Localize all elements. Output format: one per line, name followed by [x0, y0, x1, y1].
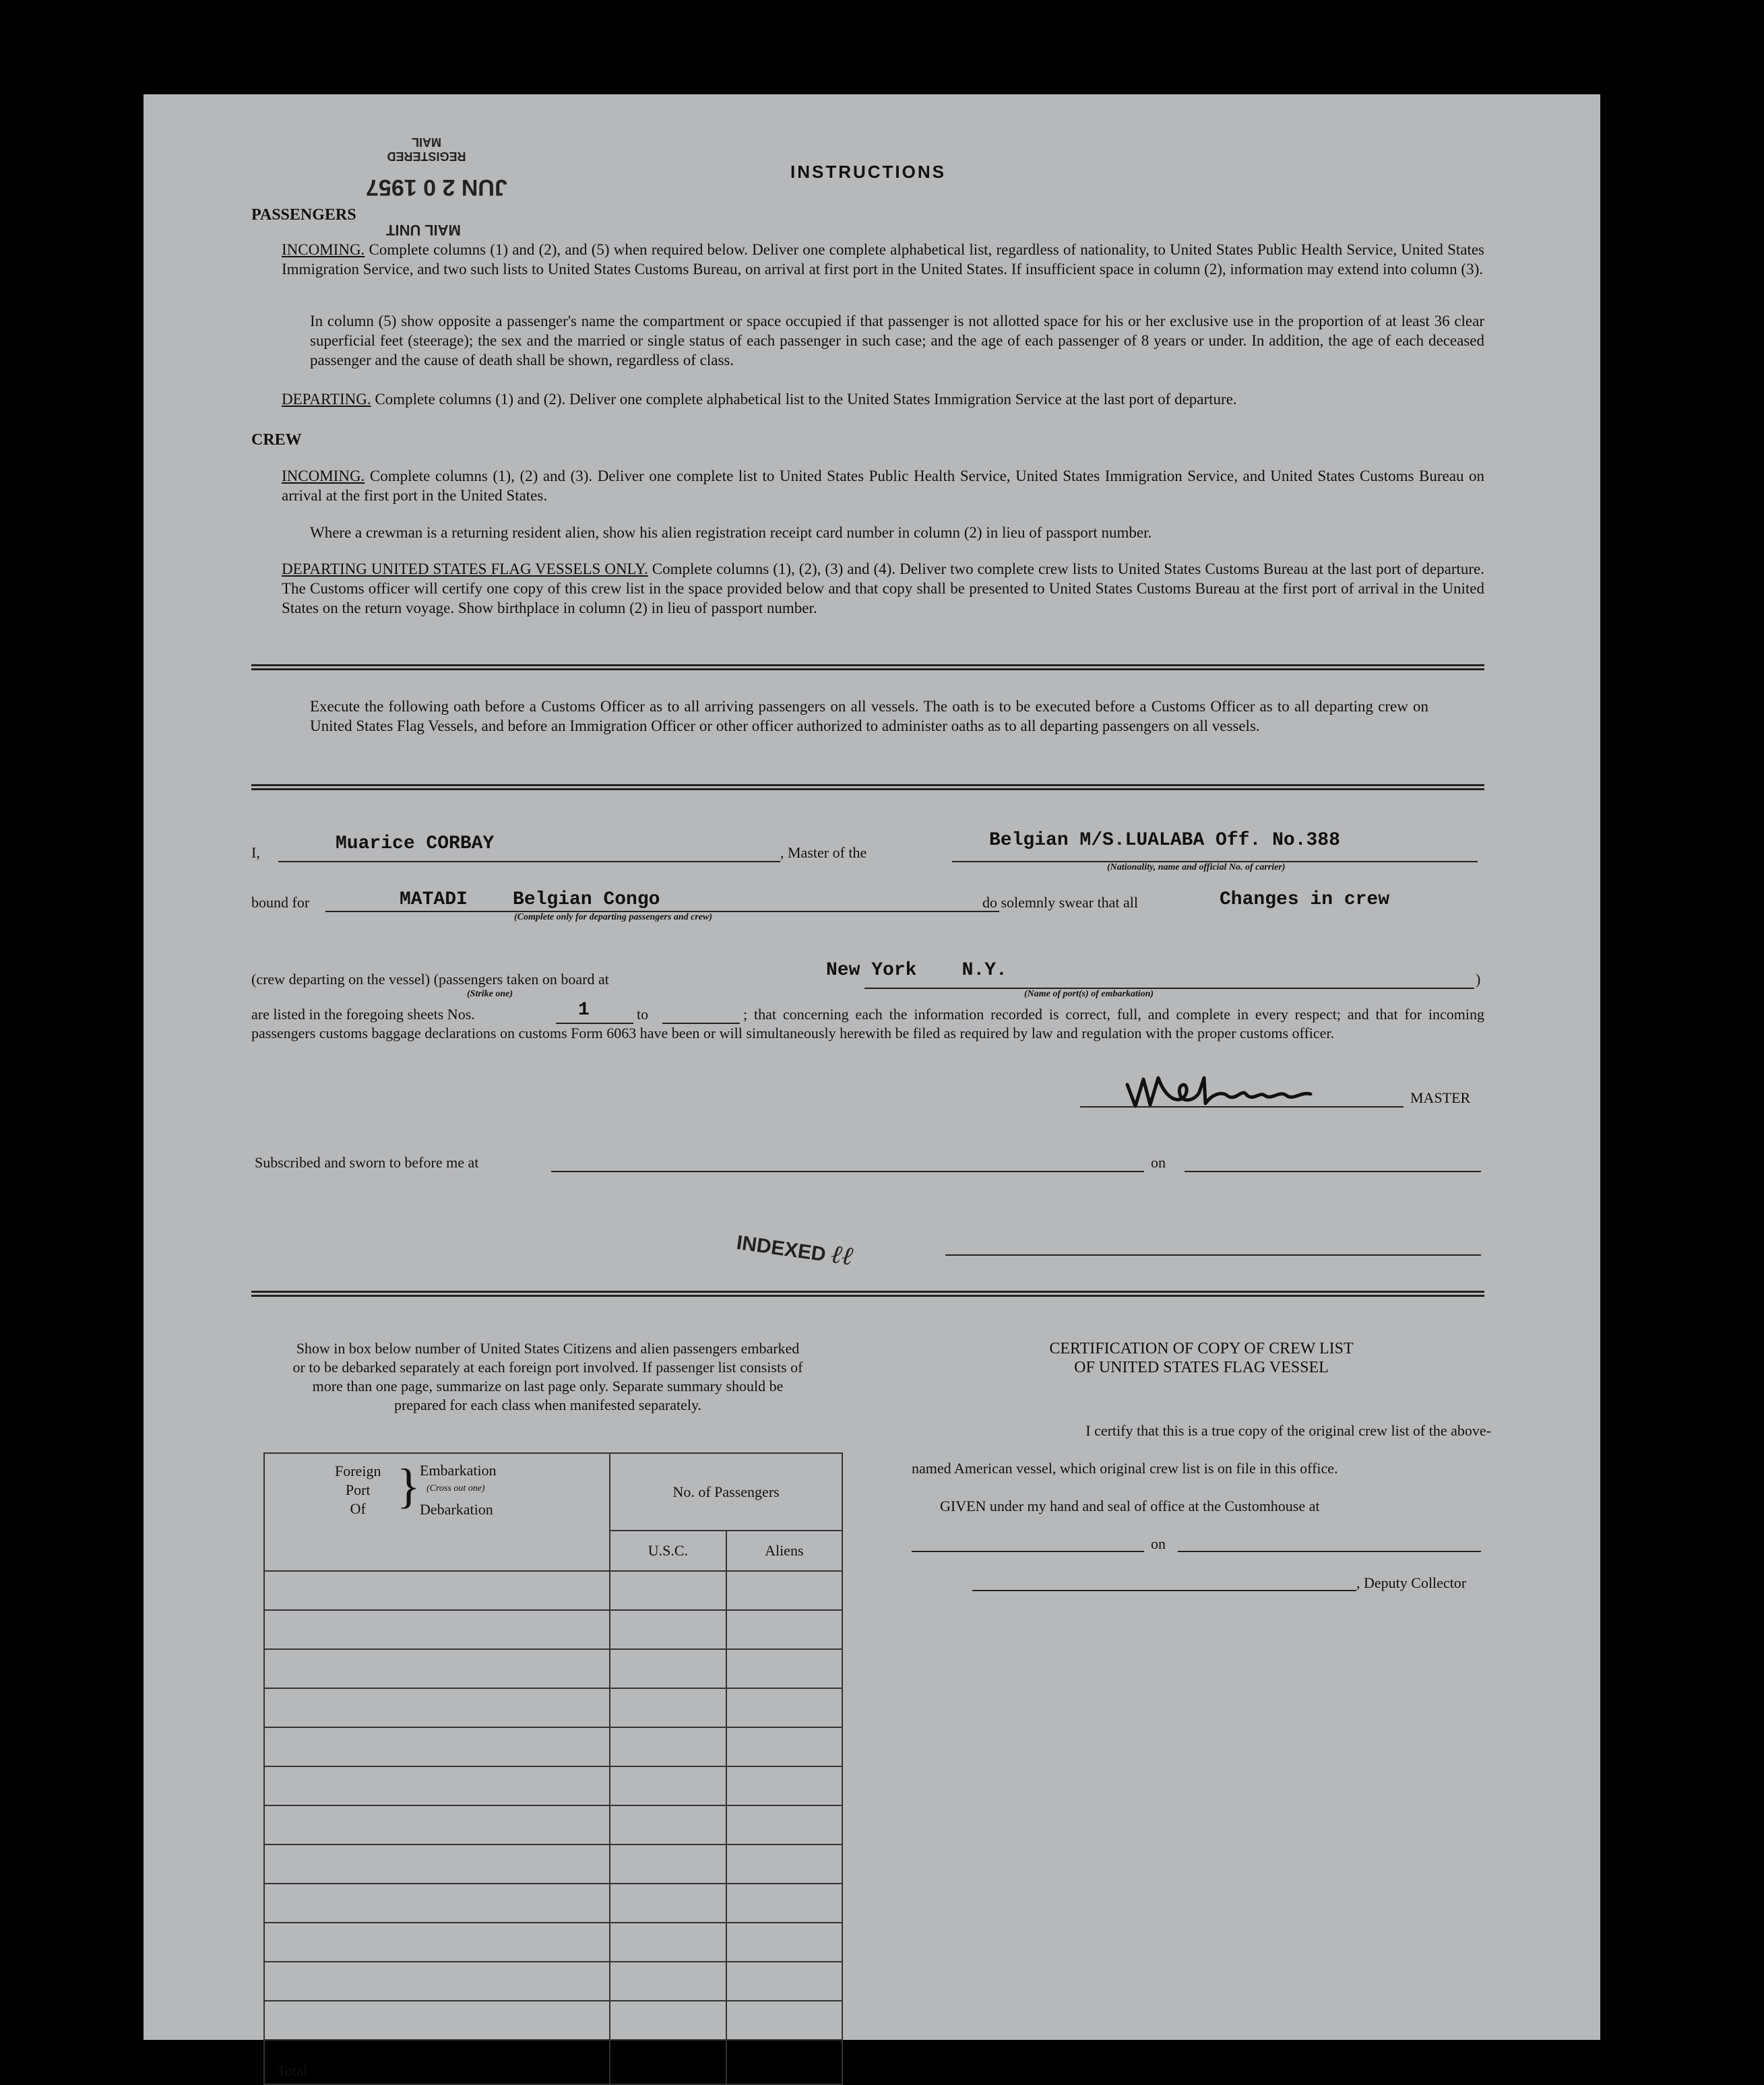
- master-label: MASTER: [1410, 1089, 1471, 1106]
- oath-statement: ; that concerning each the information recorded is correct, full, and complete in every respect; and that for incoming passengers customs baggage declarations on customs Form 6063 have been or will simultaneously herewith be filed as required by law and regulation with the proper customs officer.: [251, 1006, 1484, 1041]
- divider-rule-2: [251, 784, 1484, 790]
- table-row: [264, 1649, 842, 1688]
- total-row: [264, 2040, 842, 2084]
- registered-mail-stamp: [373, 135, 480, 163]
- certification-given: GIVEN under my hand and seal of office at the Customhouse at: [940, 1498, 1320, 1514]
- table-row: [264, 1805, 842, 1845]
- table-row: [264, 1766, 842, 1805]
- aliens-cell[interactable]: [726, 1845, 842, 1884]
- crew-incoming-paragraph: [282, 466, 1484, 505]
- date-stamp-text: JUN 2 0 1957: [366, 174, 507, 200]
- table-row: [264, 1688, 842, 1727]
- usc-header: U.S.C.: [610, 1531, 726, 1571]
- oath-i-label: I,: [251, 844, 260, 861]
- listed-label: are listed in the foregoing sheets Nos.: [251, 1006, 475, 1023]
- usc-cell[interactable]: [610, 1766, 726, 1805]
- port-cell[interactable]: [264, 1845, 610, 1884]
- certification-title-line1: CERTIFICATION OF COPY OF CREW LIST: [1049, 1340, 1354, 1357]
- embarkation-label: Embarkation: [420, 1462, 497, 1479]
- master-name-line: [278, 861, 780, 862]
- vessel-value: Belgian M/S.LUALABA Off. No.388: [989, 830, 1340, 851]
- aliens-cell[interactable]: [726, 1688, 842, 1727]
- usc-cell[interactable]: [610, 1649, 726, 1688]
- usc-cell[interactable]: [610, 1805, 726, 1845]
- divider-rule-1: [251, 664, 1484, 670]
- bound-for-label: bound for: [251, 894, 310, 911]
- port-line: [864, 988, 1474, 989]
- aliens-cell[interactable]: [726, 1766, 842, 1805]
- sheet-from-value: 1: [578, 1000, 590, 1021]
- usc-cell[interactable]: [610, 1923, 726, 1962]
- master-of-label: , Master of the: [780, 844, 867, 861]
- destination-value: MATADI Belgian Congo: [400, 889, 660, 910]
- port-caption: (Name of port(s) of embarkation): [1024, 989, 1154, 999]
- aliens-cell[interactable]: [726, 2001, 842, 2040]
- subscribed-label: Subscribed and sworn to before me at: [255, 1154, 479, 1171]
- registered-mail-text: REGISTERED MAIL: [387, 135, 466, 163]
- usc-cell[interactable]: [610, 1727, 726, 1766]
- instructions-title: INSTRUCTIONS: [790, 162, 946, 182]
- table-row: [264, 1845, 842, 1884]
- passengers-heading: PASSENGERS: [251, 206, 356, 224]
- passengers-incoming-paragraph: [282, 240, 1484, 279]
- port-cell[interactable]: [264, 1610, 610, 1649]
- subscribed-on-label: on: [1151, 1154, 1166, 1171]
- port-cell[interactable]: [264, 1884, 610, 1923]
- passengers-departing-text: Complete columns (1) and (2). Deliver one complete alphabetical list to the United States Immigration Service at the last port of departure.: [375, 391, 1237, 408]
- aliens-cell[interactable]: [726, 1962, 842, 2001]
- port-cell[interactable]: [264, 1805, 610, 1845]
- usc-cell[interactable]: [610, 1571, 726, 1610]
- passengers-incoming-text: Complete columns (1) and (2), and (5) when required below. Deliver one complete alphabetical list, regardless of nationality, to United States Public Health Service, United States Immigration Service, and two such lists to United States Customs Bureau, on arrival at first port in the United States. If insufficient space in column (2), information may extend into column (3).: [282, 241, 1485, 278]
- table-row: [264, 1571, 842, 1610]
- crew-departing-paragraph: [282, 559, 1484, 618]
- passengers-col5-paragraph: In column (5) show opposite a passenger's name the compartment or space occupied if that passenger is not allotted space for his or her exclusive use in the proportion of at least 36 clear superficial feet (steerage); the sex and the married or single status of each passenger in such case; and the age of each passenger of 8 years or under. In addition, the age of each deceased passenger and the cause of death shall be shown, regardless of class.: [310, 313, 1484, 368]
- port-cell[interactable]: [264, 1766, 610, 1805]
- foreign-text: Foreign: [335, 1463, 381, 1479]
- brace: }: [397, 1459, 420, 1513]
- master-name-value: Muarice CORBAY: [336, 833, 495, 854]
- aliens-cell[interactable]: [726, 1571, 842, 1610]
- passengers-departing-label: DEPARTING.: [282, 391, 371, 408]
- usc-cell[interactable]: [610, 1845, 726, 1884]
- port-cell[interactable]: [264, 1962, 610, 2001]
- port-value: New York N.Y.: [826, 960, 1007, 981]
- port-cell[interactable]: [264, 1727, 610, 1766]
- crew-incoming-label: INCOMING.: [282, 468, 365, 484]
- indexed-stamp: [735, 1225, 856, 1272]
- passengers-incoming-label: INCOMING.: [282, 241, 365, 258]
- aliens-cell[interactable]: [726, 1649, 842, 1688]
- certification-on-label: on: [1151, 1535, 1166, 1552]
- aliens-cell[interactable]: [726, 1727, 842, 1766]
- usc-cell[interactable]: [610, 1884, 726, 1923]
- port-cell[interactable]: [264, 1649, 610, 1688]
- aliens-cell[interactable]: [726, 1805, 842, 1845]
- deputy-collector-label: , Deputy Collector: [1356, 1574, 1467, 1591]
- official-signature-line: [945, 1254, 1481, 1256]
- aliens-cell[interactable]: [726, 1610, 842, 1649]
- debarkation-label: Debarkation: [420, 1501, 493, 1518]
- customhouse-line: [912, 1551, 1144, 1552]
- foreign-port-of-label: [335, 1462, 381, 1518]
- mail-unit-text: MAIL UNIT: [386, 222, 461, 238]
- certification-title: [932, 1339, 1471, 1377]
- certification-text-line2: named American vessel, which original crew list is on file in this office.: [912, 1460, 1338, 1477]
- aliens-cell[interactable]: [726, 1884, 842, 1923]
- port-cell[interactable]: [264, 1923, 610, 1962]
- crew-departing-text: Complete columns (1), (2), (3) and (4). Deliver two complete crew lists to United States Customs Bureau at the last port of departure. The Customs officer will certify one copy of this crew list in the space provided below and that copy shall be presented to United States Customs Bureau at the first port of arrival in the United States on the return voyage. Show birthplace in column (2) in lieu of passport number.: [282, 560, 1485, 616]
- certification-date-line: [1178, 1551, 1481, 1552]
- subscribed-place-line: [551, 1171, 1144, 1172]
- usc-cell[interactable]: [610, 1610, 726, 1649]
- indexed-text: INDEXED: [735, 1231, 827, 1266]
- table-row: [264, 1610, 842, 1649]
- total-usc-cell[interactable]: [610, 2040, 726, 2084]
- to-label: to: [637, 1006, 649, 1023]
- summary-instructions: Show in box below number of United States Citizens and alien passengers embarked or to be debarked separately at each foreign port involved. If passenger list consists of more than one page, summarize on last page only. Separate summary should be prepared for each class when manifested separately.: [292, 1340, 803, 1413]
- aliens-cell[interactable]: [726, 1923, 842, 1962]
- cross-out-caption: (Cross out one): [427, 1483, 485, 1494]
- table-row: [264, 1962, 842, 2001]
- date-stamp: [366, 174, 507, 200]
- crew-incoming-text: Complete columns (1), (2) and (3). Deliver one complete list to United States Public Health Service, United States Immigration Service, and United States Customs Bureau on arrival at the first port in the United States.: [282, 468, 1485, 504]
- table-row: [264, 1923, 842, 1962]
- vessel-caption: (Nationality, name and official No. of carrier): [1107, 862, 1286, 872]
- swear-label: do solemnly swear that all: [982, 894, 1138, 911]
- mail-unit-stamp: [386, 221, 461, 238]
- document-sheet: [144, 94, 1600, 2079]
- table-row: [264, 1727, 842, 1766]
- total-aliens-cell[interactable]: [726, 2040, 842, 2084]
- deputy-collector-line: [972, 1590, 1356, 1591]
- passenger-summary-table: [263, 1452, 843, 2085]
- crew-heading: CREW: [251, 431, 302, 449]
- no-of-passengers-header: No. of Passengers: [610, 1453, 842, 1531]
- strike-caption: (Strike one): [467, 989, 513, 999]
- total-label: Total: [264, 2040, 610, 2084]
- crew-departing-label: DEPARTING UNITED STATES FLAG VESSELS ONLY.: [282, 560, 648, 577]
- subscribed-date-line: [1185, 1171, 1481, 1172]
- oath-instruction-paragraph: Execute the following oath before a Customs Officer as to all arriving passengers on all vessels. The oath is to be executed before a Customs Officer as to all departing crew on United States Flag Vessels, and before an Immigration Officer or other officer authorized to administer oaths as to all departing passengers on all vessels.: [310, 698, 1428, 734]
- port-cell[interactable]: [264, 1571, 610, 1610]
- certification-text-line1: I certify that this is a true copy of the original crew list of the above-: [1085, 1422, 1491, 1439]
- port-cell[interactable]: [264, 1688, 610, 1727]
- usc-cell[interactable]: [610, 1962, 726, 2001]
- swear-value: Changes in crew: [1220, 889, 1390, 910]
- port-close-paren: ): [1476, 971, 1481, 988]
- usc-cell[interactable]: [610, 1688, 726, 1727]
- port-text: Port: [345, 1481, 371, 1498]
- of-text: Of: [350, 1500, 366, 1517]
- certification-title-line2: OF UNITED STATES FLAG VESSEL: [1074, 1359, 1329, 1376]
- passengers-departing-paragraph: [282, 389, 1484, 409]
- destination-caption: (Complete only for departing passengers and crew): [514, 912, 712, 922]
- crew-resident-paragraph: Where a crewman is a returning resident alien, show his alien registration receipt card number in column (2) in lieu of passport number.: [310, 524, 1152, 541]
- master-signature: [1121, 1064, 1356, 1118]
- aliens-header: Aliens: [726, 1531, 842, 1571]
- master-signature-line: [1080, 1106, 1404, 1108]
- table-row: [264, 1884, 842, 1923]
- port-cell[interactable]: [264, 2001, 610, 2040]
- indexed-initials: ℓℓ: [829, 1238, 856, 1271]
- usc-cell[interactable]: [610, 2001, 726, 2040]
- table-row: [264, 2001, 842, 2040]
- crew-departing-oath-label: (crew departing on the vessel) (passengers taken on board at: [251, 971, 609, 988]
- divider-rule-3: [251, 1291, 1484, 1297]
